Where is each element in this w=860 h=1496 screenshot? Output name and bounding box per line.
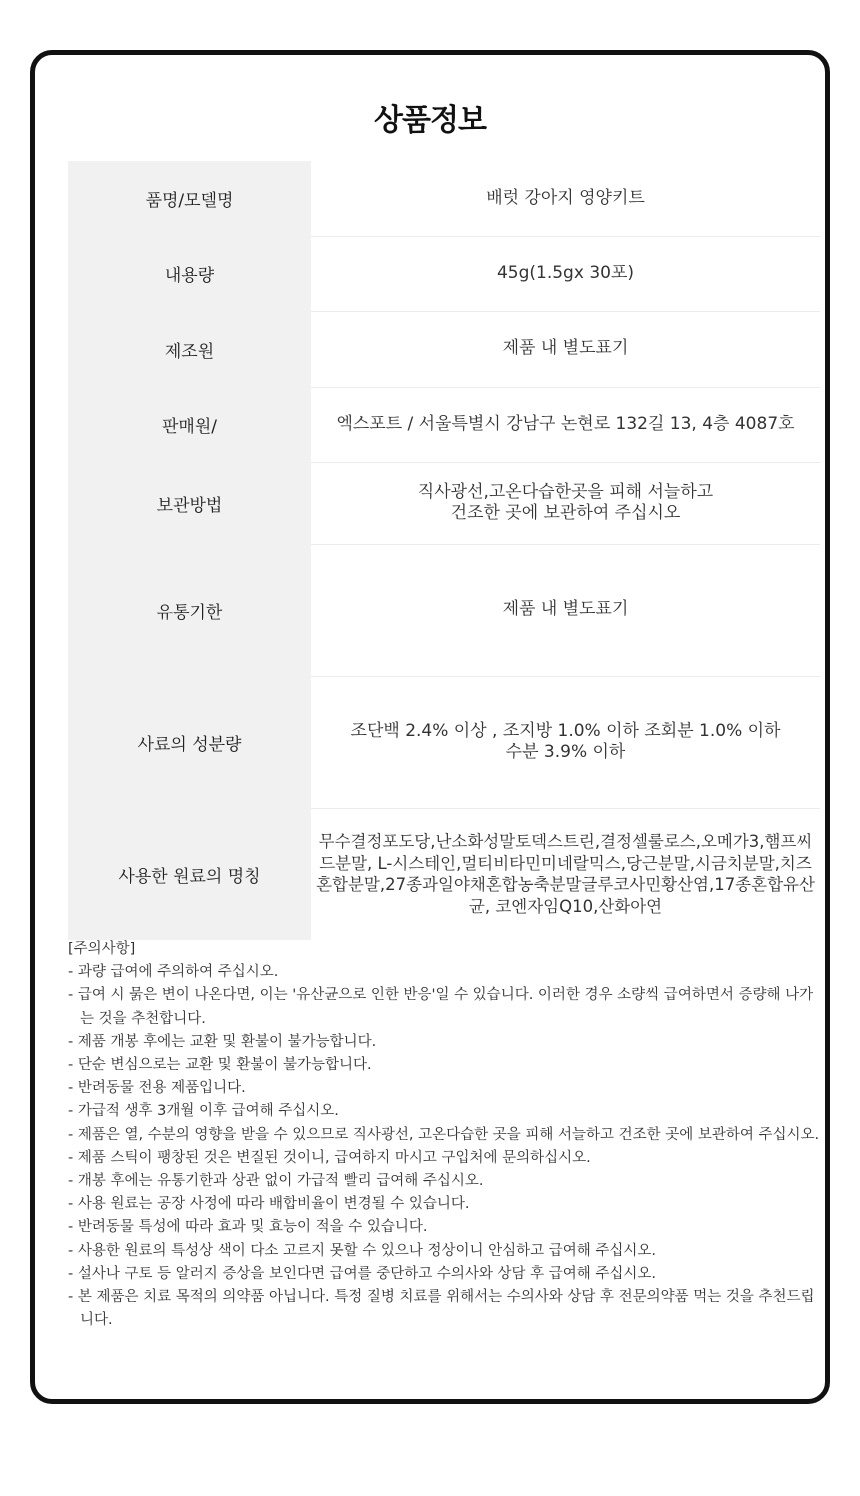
product-spec-table bbox=[68, 161, 820, 940]
table-row bbox=[68, 462, 820, 544]
row-label-expiry: 유통기한 bbox=[68, 544, 311, 676]
list-item: - 과량 급여에 주의하여 주십시오. bbox=[68, 964, 279, 981]
list-item: - 개봉 후에는 유통기한과 상관 없이 가급적 빨리 급여해 주십시오. bbox=[68, 1173, 484, 1190]
row-label-storage: 보관방법 bbox=[68, 462, 311, 544]
list-item: - 제품은 열, 수분의 영향을 받을 수 있으므로 직사광선, 고온다습한 곳을 피해 서늘하고 건조한 곳에 보관하여 주십시오. bbox=[68, 1126, 820, 1143]
caution-list bbox=[68, 961, 820, 1332]
list-item: - 사용한 원료의 특성상 색이 다소 고르지 못할 수 있으나 정상이니 안심하고 급여해 주십시오. bbox=[68, 1242, 657, 1259]
row-label-product-name: 품명/모델명 bbox=[68, 161, 311, 236]
row-value-product-name: 배럿 강아지 영양키트 bbox=[311, 161, 820, 236]
list-item: - 사용 원료는 공장 사정에 따라 배합비율이 변경될 수 있습니다. bbox=[68, 1196, 470, 1213]
caution-heading: [주의사항] bbox=[68, 941, 136, 957]
table-row bbox=[68, 808, 820, 940]
row-value-ingredients: 무수결정포도당,난소화성말토덱스트린,결정셀룰로스,오메가3,햄프씨드분말, L-시스테인,멀티비타민미네랄믹스,당근분말,시금치분말,치즈혼합분말,27종과일야채혼합농축분말글루코사민황산염,17종혼합유산균, 코엔자임Q10,산화아연 bbox=[316, 832, 815, 916]
row-value-content-amount: 45g(1.5gx 30포) bbox=[311, 236, 820, 311]
row-value-composition: 조단백 2.4% 이상 , 조지방 1.0% 이하 조회분 1.0% 이하 수분 3.9% 이하 bbox=[311, 676, 820, 808]
row-label-composition: 사료의 성분량 bbox=[68, 676, 311, 808]
table-row bbox=[68, 161, 820, 236]
table-row bbox=[68, 387, 820, 462]
list-item: - 반려동물 전용 제품입니다. bbox=[68, 1080, 246, 1097]
table-row bbox=[68, 236, 820, 311]
row-label-manufacturer: 제조원 bbox=[68, 311, 311, 387]
row-value-seller: 엑스포트 / 서울특별시 강남구 논현로 132길 13, 4층 4087호 bbox=[311, 387, 820, 462]
row-label-content-amount: 내용량 bbox=[68, 236, 311, 311]
row-label-ingredients: 사용한 원료의 명칭 bbox=[68, 808, 311, 940]
table-row bbox=[68, 544, 820, 676]
list-item: - 본 제품은 치료 목적의 의약품 아닙니다. 특정 질병 치료를 위해서는 수의사와 상담 후 전문의약품 먹는 것을 추천드립니다. bbox=[68, 1289, 815, 1329]
list-item: - 반려동물 특성에 따라 효과 및 효능이 적을 수 있습니다. bbox=[68, 1219, 428, 1236]
list-item: - 제품 개봉 후에는 교환 및 환불이 불가능합니다. bbox=[68, 1033, 377, 1050]
page-title: 상품정보 bbox=[374, 103, 486, 138]
caution-notes bbox=[68, 938, 820, 1332]
row-label-seller: 판매원/ bbox=[68, 387, 311, 462]
row-value-expiry: 제품 내 별도표기 bbox=[311, 544, 820, 676]
list-item: - 급여 시 묽은 변이 나온다면, 이는 '유산균으로 인한 반응'일 수 있습니다. 이러한 경우 소량씩 급여하면서 증량해 나가는 것을 추천합니다. bbox=[68, 987, 814, 1027]
row-value-storage: 직사광선,고온다습한곳을 피해 서늘하고 건조한 곳에 보관하여 주십시오 bbox=[311, 462, 820, 544]
row-value-manufacturer: 제품 내 별도표기 bbox=[311, 311, 820, 387]
table-row bbox=[68, 311, 820, 387]
list-item: - 제품 스틱이 팽창된 것은 변질된 것이니, 급여하지 마시고 구입처에 문의하십시오. bbox=[68, 1149, 591, 1166]
list-item: - 단순 변심으로는 교환 및 환불이 불가능합니다. bbox=[68, 1057, 372, 1074]
table-row bbox=[68, 676, 820, 808]
product-info-card bbox=[30, 50, 830, 1404]
list-item: - 설사나 구토 등 알러지 증상을 보인다면 급여를 중단하고 수의사와 상담 후 급여해 주십시오. bbox=[68, 1265, 657, 1282]
list-item: - 가급적 생후 3개월 이후 급여해 주십시오. bbox=[68, 1103, 339, 1120]
